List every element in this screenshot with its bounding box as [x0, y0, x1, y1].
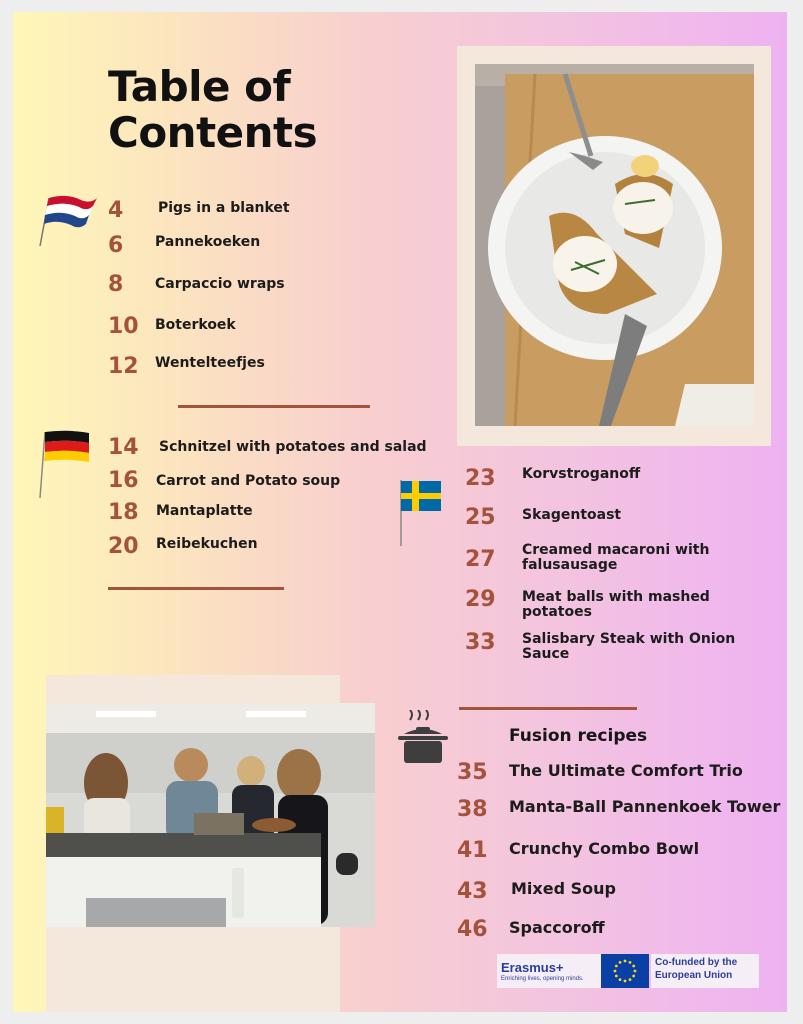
recipe-wentelteefjes[interactable]: Wentelteefjes — [155, 355, 265, 371]
section-divider — [108, 587, 284, 590]
page-number: 27 — [465, 547, 496, 572]
eu-star — [629, 961, 632, 964]
page-number: 38 — [457, 797, 488, 822]
page-number: 33 — [465, 630, 496, 655]
eu-star — [624, 960, 627, 963]
sweden-flag-icon — [397, 478, 445, 548]
recipe-pigs-in-a-blanket[interactable]: Pigs in a blanket — [158, 200, 290, 216]
page-number: 35 — [457, 760, 488, 785]
recipe-carrot-and-potato-soup[interactable]: Carrot and Potato soup — [156, 473, 341, 489]
eu-flag-icon — [601, 954, 649, 988]
page-number: 8 — [108, 272, 124, 297]
germany-flag-icon — [37, 428, 99, 500]
page-number: 23 — [465, 466, 496, 491]
page-number: 25 — [465, 505, 496, 530]
recipe-mantaplatte[interactable]: Mantaplatte — [156, 503, 253, 519]
eu-star — [634, 970, 637, 973]
eu-star — [619, 961, 622, 964]
eu-star — [619, 978, 622, 981]
recipe-salisbary-steak[interactable]: Salisbary Steak with Onion Sauce — [522, 631, 736, 662]
page-number: 41 — [457, 838, 488, 863]
page-number: 29 — [465, 587, 496, 612]
netherlands-flag-icon — [37, 192, 99, 248]
section-divider — [459, 707, 637, 710]
eu-star — [629, 978, 632, 981]
page-number: 14 — [108, 435, 139, 460]
eu-star — [615, 975, 618, 978]
eu-star — [624, 980, 627, 983]
table-of-contents-page — [13, 12, 787, 1012]
skagen-toast-photo — [475, 64, 754, 426]
eu-star — [615, 965, 618, 968]
erasmus-logo-text: Erasmus+ — [501, 960, 564, 975]
recipe-manta-ball-pannenkoek-tower[interactable]: Manta-Ball Pannenkoek Tower — [509, 797, 781, 816]
page-number: 20 — [108, 534, 139, 559]
recipe-ultimate-comfort-trio[interactable]: The Ultimate Comfort Trio — [509, 761, 743, 780]
eu-star — [632, 975, 635, 978]
recipe-korvstroganoff[interactable]: Korvstroganoff — [522, 466, 641, 482]
recipe-schnitzel-with-potatoes-and-salad[interactable]: Schnitzel with potatoes and salad — [159, 439, 427, 455]
cooking-pot-icon — [396, 710, 452, 766]
eu-star — [614, 970, 617, 973]
recipe-meat-balls[interactable]: Meat balls with mashed potatoes — [522, 589, 710, 620]
recipe-skagentoast[interactable]: Skagentoast — [522, 507, 622, 523]
recipe-creamed-macaroni[interactable]: Creamed macaroni with falusausage — [522, 542, 710, 573]
page-title: Table of Contents — [108, 62, 318, 157]
recipe-carpaccio-wraps[interactable]: Carpaccio wraps — [155, 276, 285, 292]
section-divider — [178, 405, 370, 408]
eu-cofunded-text: Co-funded by the European Union — [655, 957, 738, 981]
page-number: 16 — [108, 468, 139, 493]
page-number: 46 — [457, 917, 488, 942]
page-number: 12 — [108, 354, 139, 379]
erasmus-tagline: Enriching lives, opening minds. — [501, 976, 584, 982]
page-number: 43 — [457, 879, 488, 904]
recipe-boterkoek[interactable]: Boterkoek — [155, 317, 236, 333]
recipe-pannekoeken[interactable]: Pannekoeken — [155, 234, 261, 250]
page-number: 18 — [108, 500, 139, 525]
recipe-spaccoroff[interactable]: Spaccoroff — [509, 918, 605, 937]
recipe-reibekuchen[interactable]: Reibekuchen — [156, 536, 258, 552]
page-number: 6 — [108, 233, 124, 258]
fusion-recipes-heading: Fusion recipes — [509, 726, 648, 746]
eu-star — [632, 965, 635, 968]
recipe-mixed-soup[interactable]: Mixed Soup — [511, 879, 616, 898]
page-number: 4 — [108, 198, 124, 223]
page-number: 10 — [108, 314, 139, 339]
students-cooking-photo — [46, 703, 375, 927]
recipe-crunchy-combo-bowl[interactable]: Crunchy Combo Bowl — [509, 839, 700, 858]
